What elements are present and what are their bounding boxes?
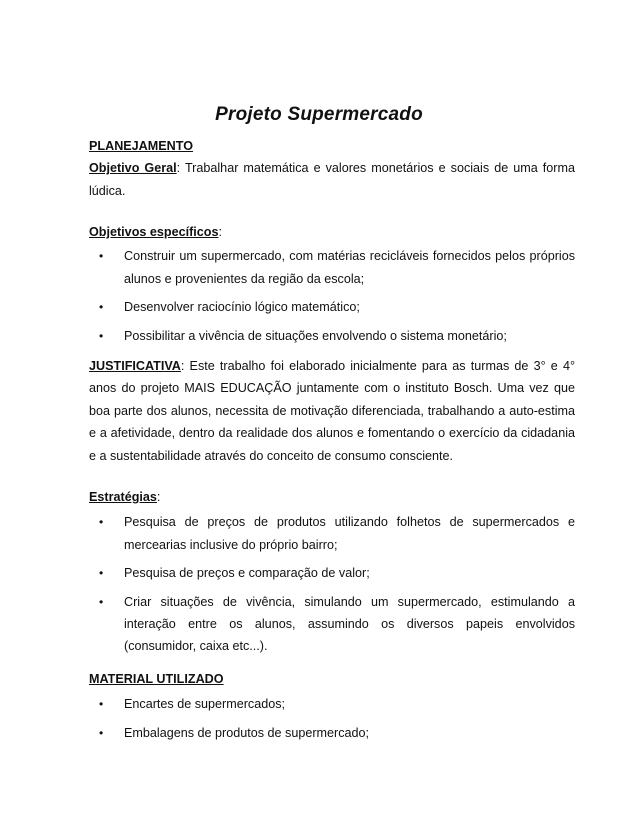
list-item-text: Pesquisa de preços e comparação de valor;: [124, 566, 370, 581]
bullet-icon: •: [99, 249, 104, 264]
objetivo-geral-text: : Trabalhar matemática e valores monetários e sociais de uma forma lúdica.: [89, 161, 575, 198]
objetivos-especificos-label: Objetivos específicos: [89, 225, 219, 239]
bullet-icon: •: [99, 328, 104, 343]
list-item: [89, 693, 575, 715]
estrategias-label: Estratégias: [89, 490, 157, 504]
objetivos-especificos-list: [89, 245, 575, 347]
list-item: [89, 511, 575, 556]
list-item: [89, 325, 575, 347]
objetivo-geral-paragraph: [89, 157, 575, 202]
objetivos-especificos-section: [89, 221, 575, 353]
bullet-icon: •: [99, 566, 104, 581]
list-item-text: Encartes de supermercados;: [124, 697, 286, 712]
planejamento-section: [89, 135, 575, 202]
document-title: Projeto Supermercado: [215, 104, 423, 125]
planejamento-heading: PLANEJAMENTO: [89, 139, 194, 153]
list-item-text: Pesquisa de preços de produtos utilizando folhetos de supermercados e mercearias inclusive do próprio bairro;: [124, 515, 575, 552]
justificativa-label: JUSTIFICATIVA: [89, 359, 181, 373]
material-section: [89, 668, 575, 750]
estrategias-heading: [89, 486, 575, 508]
objetivo-geral-label: Objetivo Geral: [89, 161, 177, 176]
bullet-icon: •: [99, 725, 104, 740]
list-item: [89, 722, 575, 744]
list-item: [89, 562, 575, 584]
estrategias-section: [89, 486, 575, 664]
list-item: [89, 296, 575, 318]
bullet-icon: •: [99, 515, 104, 530]
list-item: [89, 245, 575, 290]
list-item-text: Embalagens de produtos de supermercado;: [124, 725, 370, 740]
material-list: [89, 693, 575, 744]
justificativa-paragraph: [89, 355, 575, 467]
list-item-text: Construir um supermercado, com matérias recicláveis fornecidos pelos próprios alunos e provenientes da região da escola;: [124, 249, 575, 286]
bullet-icon: •: [99, 300, 104, 315]
estrategias-colon: :: [156, 490, 161, 504]
bullet-icon: •: [99, 697, 104, 712]
objetivos-especificos-colon: :: [218, 225, 222, 239]
list-item-text: Criar situações de vivência, simulando um supermercado, estimulando a interação entre os alunos, assumindo os diversos papeis envolvidos (consumidor, caixa etc...).: [124, 594, 575, 654]
justificativa-text: : Este trabalho foi elaborado inicialmente para as turmas de 3° e 4° anos do projeto MAIS EDUCAÇÃO juntamente com o instituto Bosch. Uma vez que boa parte dos alunos, necessita de motivação diferenciada, trabalhando a auto-estima e a afetividade, dentro da realidade dos alunos e fomentando o exercício da cidadania e a sustentabilidade através do conceito de consumo consciente.: [89, 359, 575, 463]
list-item-text: Possibilitar a vivência de situações envolvendo o sistema monetário;: [124, 328, 507, 343]
estrategias-list: [89, 511, 575, 657]
bullet-icon: •: [99, 594, 104, 609]
material-heading: MATERIAL UTILIZADO: [89, 672, 224, 686]
list-item: [89, 591, 575, 658]
list-item-text: Desenvolver raciocínio lógico matemático;: [124, 300, 360, 315]
objetivos-especificos-heading: [89, 221, 575, 243]
